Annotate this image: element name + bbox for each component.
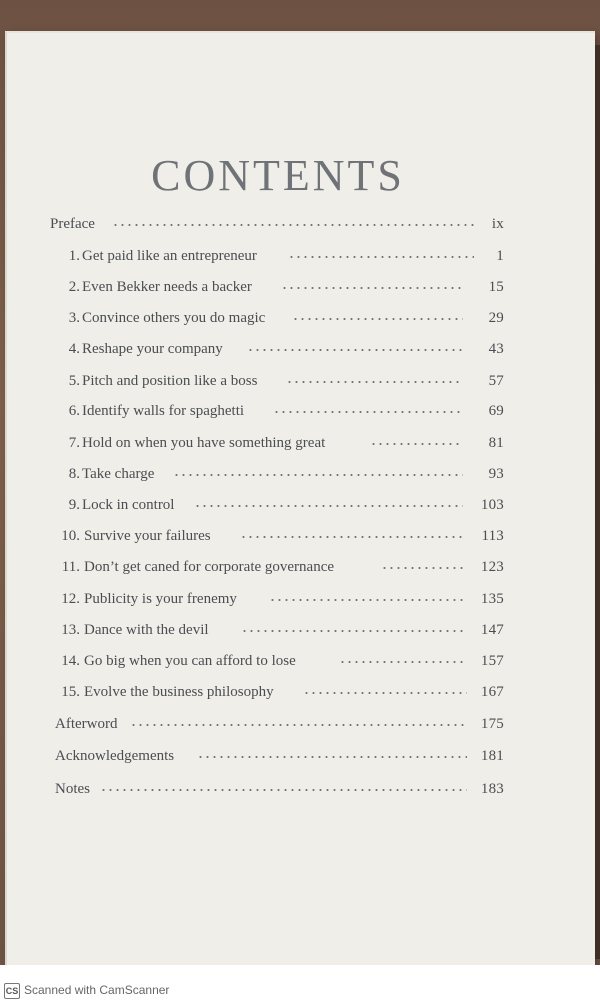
toc-entry-number: 13. xyxy=(61,622,80,638)
dot-leader xyxy=(339,661,465,663)
toc-page-number: 103 xyxy=(480,497,504,513)
dot-leader xyxy=(130,724,467,726)
toc-entry xyxy=(0,336,600,362)
toc-page-number: 167 xyxy=(480,684,504,700)
contents-title: CONTENTS xyxy=(151,151,405,200)
toc-entry-number: 3. xyxy=(68,310,80,326)
toc-entry-number: 8. xyxy=(68,466,80,482)
toc-entry-number: 9. xyxy=(68,497,80,513)
dot-leader xyxy=(247,349,463,351)
toc-entry-number: 4. xyxy=(68,341,80,357)
toc-page-number: 15 xyxy=(488,279,504,295)
dot-leader xyxy=(370,443,463,445)
toc-entry xyxy=(0,776,600,802)
toc-entry-number: 11. xyxy=(61,559,80,575)
toc-entry-number: 15. xyxy=(61,684,80,700)
toc-entry xyxy=(0,461,600,487)
camscanner-icon: CS xyxy=(4,983,20,999)
toc-entry-title: Reshape your company xyxy=(82,341,223,357)
toc-entry-title: Preface xyxy=(50,216,95,232)
toc-page-number: 181 xyxy=(480,748,504,764)
dot-leader xyxy=(273,411,463,413)
toc-entry-title: Identify walls for spaghetti xyxy=(82,403,245,419)
toc-entry xyxy=(0,368,600,394)
toc-entry xyxy=(0,492,600,518)
toc-page-number: 93 xyxy=(488,466,504,482)
toc-entry-title: Acknowledgements xyxy=(55,748,175,764)
toc-entry-title: Survive your failures xyxy=(84,528,211,544)
toc-page-number: 1 xyxy=(496,248,504,264)
toc-entry xyxy=(0,554,600,580)
toc-page-number: 81 xyxy=(488,435,504,451)
toc-entry-title: Go big when you can afford to lose xyxy=(84,653,296,669)
dot-leader xyxy=(288,256,474,258)
toc-entry-title: Lock in control xyxy=(82,497,175,513)
dot-leader xyxy=(292,318,463,320)
dot-leader xyxy=(281,287,463,289)
toc-entry xyxy=(0,274,600,300)
toc-entry xyxy=(0,679,600,705)
toc-page-number: 147 xyxy=(480,622,504,638)
toc-page-number: 43 xyxy=(488,341,504,357)
toc-page-number: 183 xyxy=(480,781,504,797)
dot-leader xyxy=(197,756,467,758)
toc-page-number: 135 xyxy=(480,591,504,607)
toc-entry-title: Take charge xyxy=(82,466,155,482)
toc-entry-title: Afterword xyxy=(55,716,118,732)
toc-entry-number: 2. xyxy=(68,279,80,295)
toc-entry xyxy=(0,211,600,237)
toc-entry xyxy=(0,243,600,269)
toc-page-number: 113 xyxy=(481,528,504,544)
toc-entry-number: 10. xyxy=(61,528,80,544)
toc-entry-number: 12. xyxy=(61,591,80,607)
toc-page-number: 157 xyxy=(480,653,504,669)
toc-entry-title: Get paid like an entrepreneur xyxy=(82,248,257,264)
toc-page-number: 123 xyxy=(480,559,504,575)
toc-entry xyxy=(0,430,600,456)
dot-leader xyxy=(286,381,463,383)
toc-entry-title: Hold on when you have something great xyxy=(82,435,326,451)
toc-entry-number: 14. xyxy=(61,653,80,669)
toc-entry-title: Publicity is your frenemy xyxy=(84,591,237,607)
toc-entry-number: 5. xyxy=(68,373,80,389)
dot-leader xyxy=(381,567,465,569)
toc-page-number: 175 xyxy=(480,716,504,732)
toc-entry xyxy=(0,617,600,643)
dot-leader xyxy=(173,474,463,476)
dot-leader xyxy=(112,224,474,226)
toc-entry xyxy=(0,523,600,549)
toc-entry-title: Evolve the business philosophy xyxy=(84,684,274,700)
dot-leader xyxy=(240,536,465,538)
scanner-label: Scanned with CamScanner xyxy=(24,983,170,997)
toc-page-number: 29 xyxy=(488,310,504,326)
toc-entry xyxy=(0,648,600,674)
toc-entry-title: Even Bekker needs a backer xyxy=(82,279,252,295)
scanner-footer xyxy=(0,965,600,1002)
toc-page-number: ix xyxy=(491,216,504,232)
dot-leader xyxy=(100,789,467,791)
toc-page-number: 69 xyxy=(488,403,504,419)
dot-leader xyxy=(303,692,467,694)
toc-entry-number: 6. xyxy=(68,403,80,419)
toc-entry-title: Notes xyxy=(55,781,90,797)
toc-page-number: 57 xyxy=(488,373,504,389)
toc-entry xyxy=(0,398,600,424)
toc-entry-title: Convince others you do magic xyxy=(82,310,266,326)
toc-entry-number: 1. xyxy=(68,248,80,264)
toc-entry-title: Pitch and position like a boss xyxy=(82,373,258,389)
toc-entry xyxy=(0,305,600,331)
toc-entry xyxy=(0,743,600,769)
dot-leader xyxy=(241,630,465,632)
dot-leader xyxy=(269,599,465,601)
toc-entry-title: Don’t get caned for corporate governance xyxy=(84,559,335,575)
toc-entry xyxy=(0,586,600,612)
toc-entry-number: 7. xyxy=(68,435,80,451)
toc-entry-title: Dance with the devil xyxy=(84,622,209,638)
toc-entry xyxy=(0,711,600,737)
dot-leader xyxy=(194,505,463,507)
